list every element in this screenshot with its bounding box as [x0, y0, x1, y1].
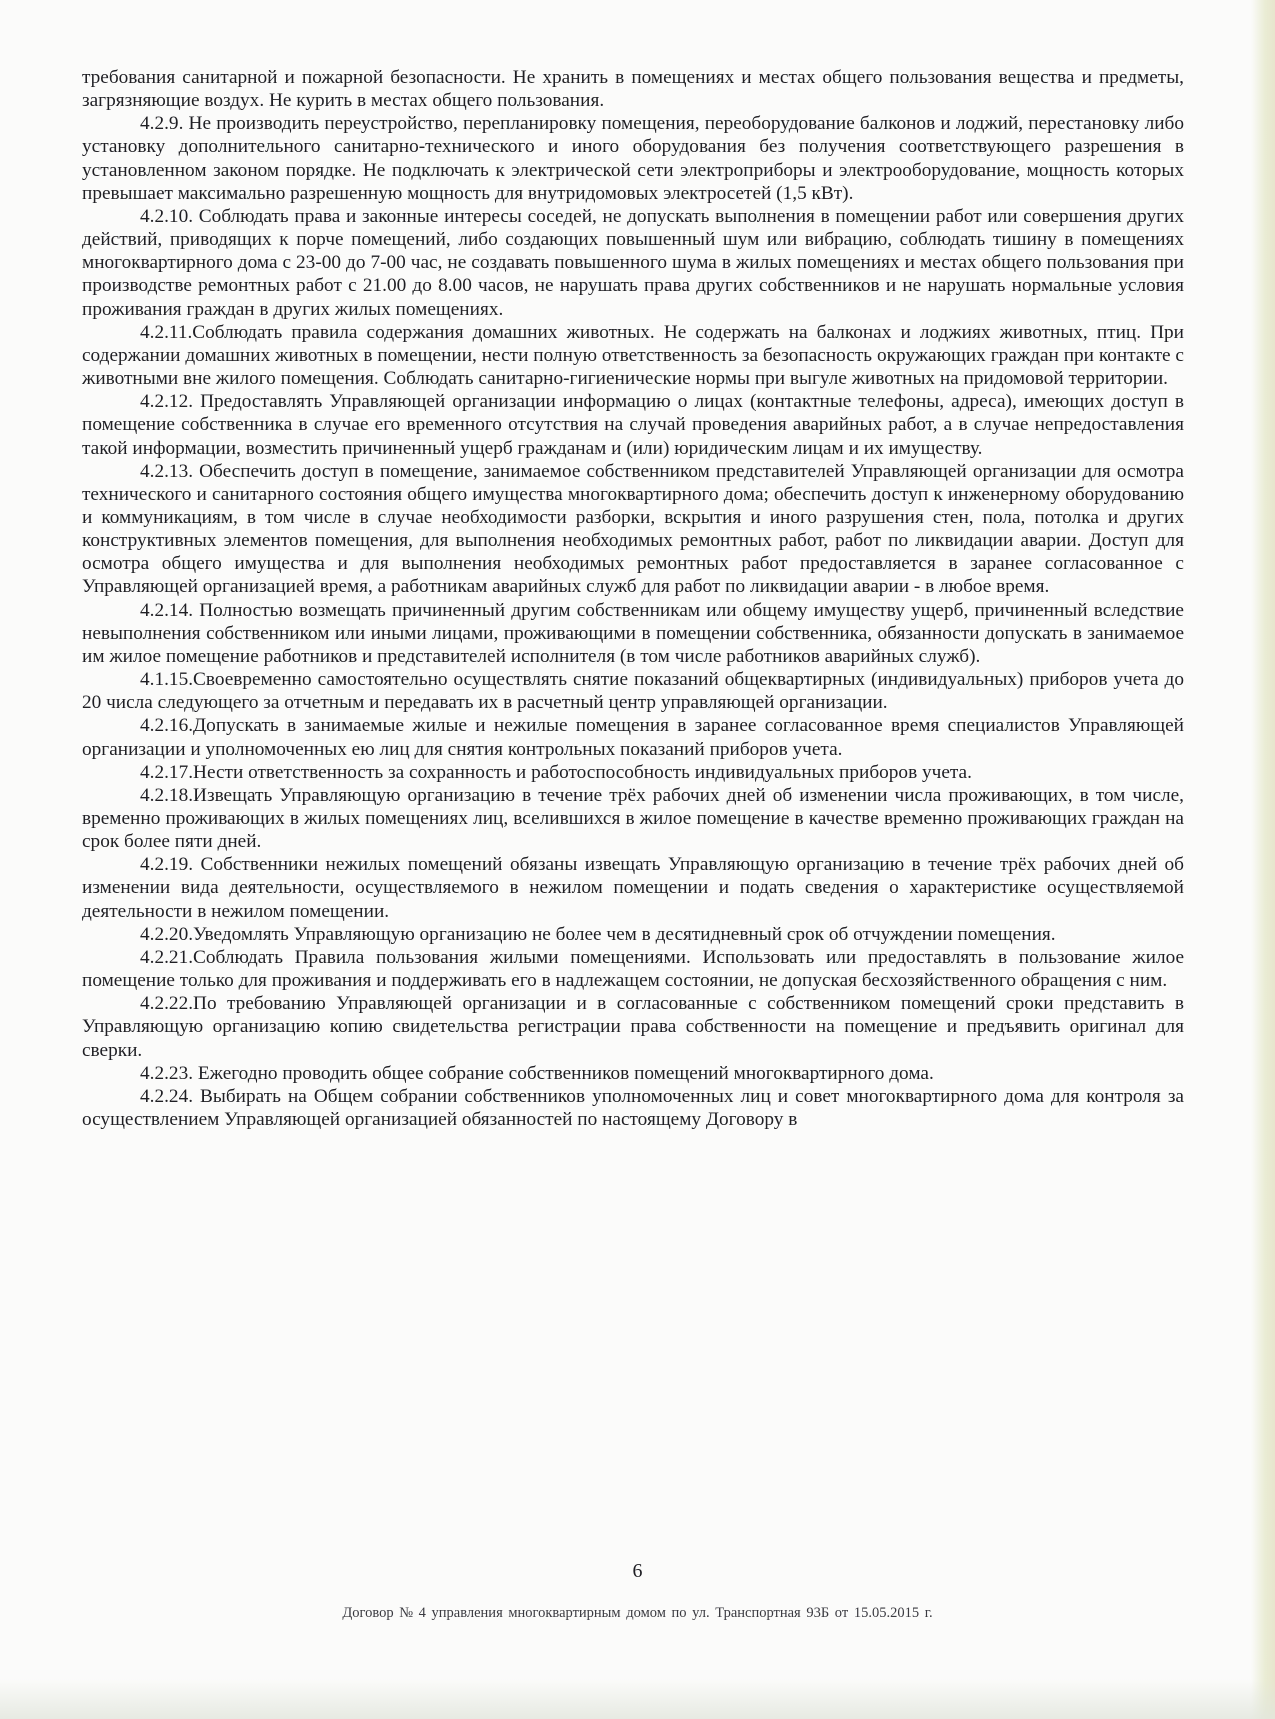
paragraph-4-2-20: 4.2.20.Уведомлять Управляющую организацию не более чем в десятидневный срок об отчуждении помещения.: [140, 923, 1056, 945]
paragraph-4-2-17: 4.2.17.Нести ответственность за сохранность и работоспособность индивидуальных приборов учета.: [140, 761, 972, 783]
paragraph-4-2-14: 4.2.14. Полностью возмещать причиненный другим собственникам или общему имуществу ущерб, причиненный вследствие невыполнения собственником или иными лицами, проживающими в помещении собственника, обязанности допускать в занимаемое им жилое помещение работников и представителей исполнителя (в том числе работников аварийных служб).: [82, 599, 1184, 667]
paragraph-4-2-23: 4.2.23. Ежегодно проводить общее собрание собственников помещений многоквартирного дома.: [140, 1062, 934, 1084]
document-body: [82, 66, 1184, 1131]
paragraph-4-2-13: 4.2.13. Обеспечить доступ в помещение, занимаемое собственником представителей Управляющей организации для осмотра технического и санитарного состояния общего имущества многоквартирного дома; обеспечить доступ к инженерному оборудованию и коммуникациям, в том числе в случае необходимости разборки, вскрытия и иного разрушения стен, пола, потолка и других конструктивных элементов помещения, для выполнения необходимых ремонтных работ, работ по ликвидации аварии. Доступ для осмотра общего имущества и для выполнения необходимых ремонтных работ предоставляется в заранее согласованное с Управляющей организацией время, а работникам аварийных служб для работ по ликвидации аварии - в любое время.: [82, 460, 1184, 598]
paragraph-4-2-24: 4.2.24. Выбирать на Общем собрании собственников уполномоченных лиц и совет многоквартирного дома для контроля за осуществлением Управляющей организацией обязанностей по настоящему Договору в: [82, 1085, 1184, 1131]
scan-bottom-shade: [0, 1679, 1275, 1719]
paragraph-4-2-19: 4.2.19. Собственники нежилых помещений обязаны извещать Управляющую организацию в течение трёх рабочих дней об изменении вида деятельности, осуществляемого в нежилом помещении и подать сведения о характеристике осуществляемой деятельности в нежилом помещении.: [82, 854, 1184, 922]
paragraph-4-2-12: 4.2.12. Предоставлять Управляющей организации информацию о лицах (контактные телефоны, адреса), имеющих доступ в помещение собственника в случае его временного отсутствия на случай проведения аварийных работ, а в случае непредоставления такой информации, возместить причиненный ущерб гражданам и (или) юридическим лицам и их имуществу.: [82, 391, 1184, 459]
document-footer: Договор № 4 управления многоквартирным домом по ул. Транспортная 93Б от 15.05.2015 г.: [342, 1605, 933, 1621]
paragraph-4-2-21: 4.2.21.Соблюдать Правила пользования жилыми помещениями. Использовать или предоставлять в пользование жилое помещение только для проживания и поддерживать его в надлежащем состоянии, не допуская бесхозяйственного обращения с ним.: [82, 946, 1184, 992]
paragraph-4-1-15: 4.1.15.Своевременно самостоятельно осуществлять снятие показаний общеквартирных (индивидуальных) приборов учета до 20 числа следующего за отчетным и передавать их в расчетный центр управляющей организации.: [82, 669, 1184, 714]
paragraph-4-2-16: 4.2.16.Допускать в занимаемые жилые и нежилые помещения в заранее согласованное время специалистов Управляющей организации и уполномоченных ею лиц для снятия контрольных показаний приборов учета.: [82, 715, 1184, 760]
paragraph-continuation: требования санитарной и пожарной безопасности. Не хранить в помещениях и местах общего пользования вещества и предметы, загрязняющие воздух. Не курить в местах общего пользования.: [82, 67, 1184, 112]
paragraph-4-2-11: 4.2.11.Соблюдать правила содержания домашних животных. Не содержать на балконах и лоджиях животных, птиц. При содержании домашних животных в помещении, нести полную ответственность за безопасность окружающих граждан при контакте с животными вне жилого помещения. Соблюдать санитарно-гигиенические нормы при выгуле животных на придомовой территории.: [82, 321, 1184, 390]
page-number: 6: [632, 1560, 643, 1582]
paragraph-4-2-22: 4.2.22.По требованию Управляющей организации и в согласованные с собственником помещений сроки представить в Управляющую организацию копию свидетельства регистрации права собственности на помещение и предъявить оригинал для сверки.: [82, 993, 1184, 1061]
paragraph-4-2-10: 4.2.10. Соблюдать права и законные интересы соседей, не допускать выполнения в помещении работ или совершения других действий, приводящих к порче помещений, либо создающих повышенный шум или вибрацию, соблюдать тишину в помещениях многоквартирного дома с 23-00 до 7-00 час, не создавать повышенного шума в жилых помещениях и местах общего пользования при производстве ремонтных работ с 21.00 до 8.00 часов, не нарушать права других собственников и не нарушать нормальные условия проживания граждан в других жилых помещениях.: [82, 205, 1184, 320]
paragraph-4-2-9: 4.2.9. Не производить переустройство, перепланировку помещения, переоборудование балконов и лоджий, перестановку либо установку дополнительного санитарно-технического и иного оборудования без получения соответствующего разрешения в установленном законом порядке. Не подключать к электрической сети электроприборы и электрооборудование, мощность которых превышает максимально разрешенную мощность для внутридомовых электросетей (1,5 кВт).: [82, 113, 1184, 204]
scan-edge-stripe: [1251, 0, 1275, 1719]
paragraph-4-2-18: 4.2.18.Извещать Управляющую организацию в течение трёх рабочих дней об изменении числа проживающих, в том числе, временно проживающих в жилых помещениях лиц, вселившихся в жилое помещение в качестве временно проживающих граждан на срок более пяти дней.: [82, 784, 1184, 853]
